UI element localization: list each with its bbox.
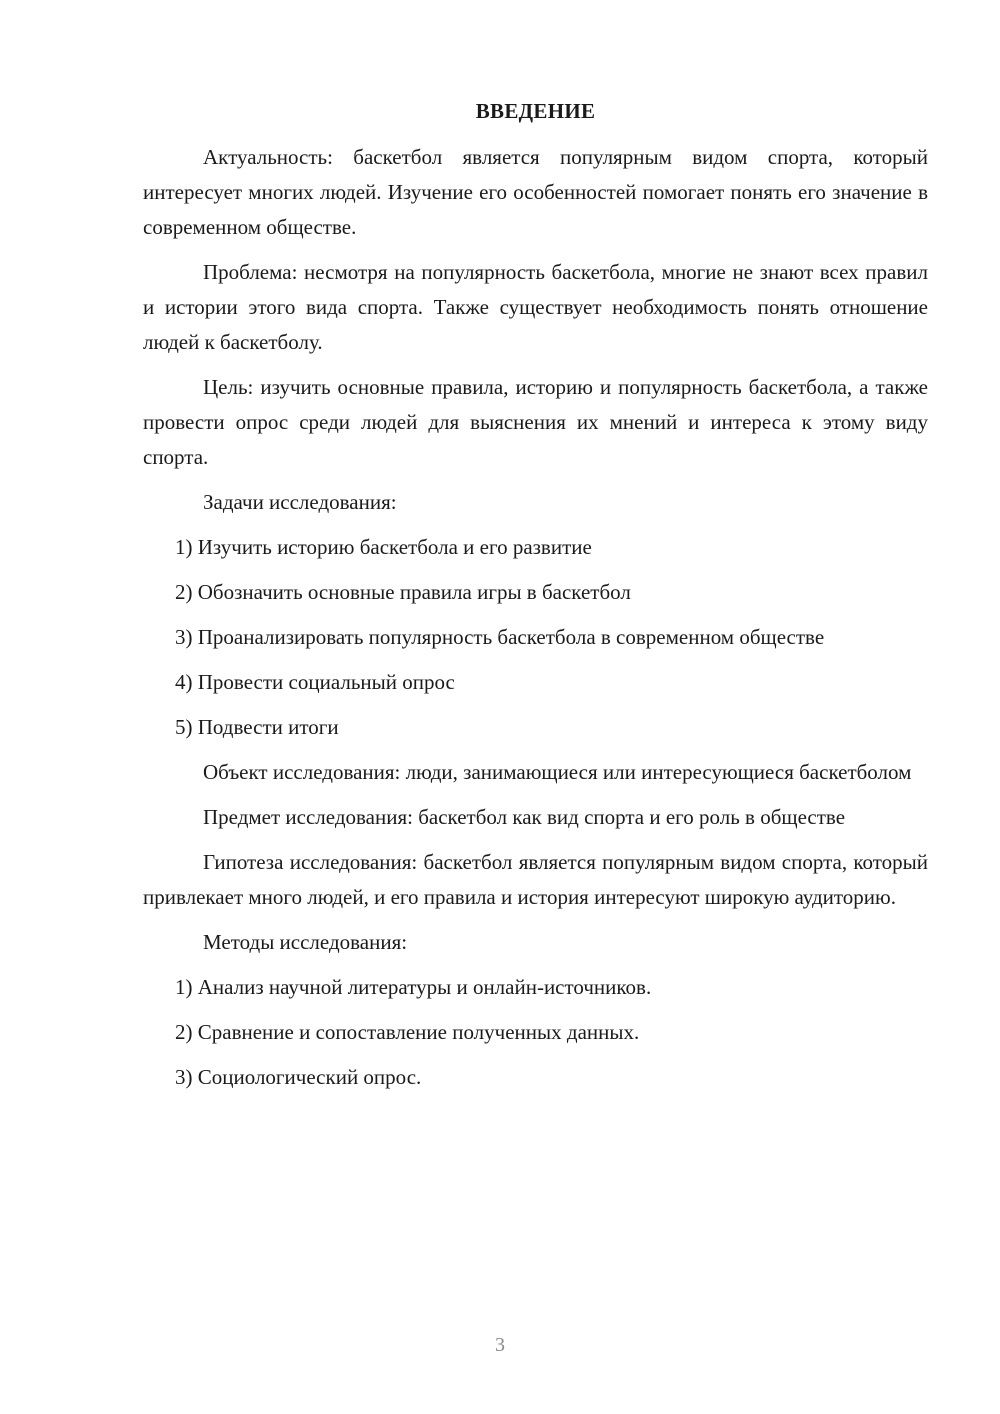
page-content xyxy=(143,94,928,1105)
task-item: 3) Проанализировать популярность баскетбола в современном обществе xyxy=(175,625,825,649)
method-item: 2) Сравнение и сопоставление полученных данных. xyxy=(175,1020,640,1044)
paragraph-problem: Проблема: несмотря на популярность баскетбола, многие не знают всех правил и истории этого вида спорта. Также существует необходимость понять отношение людей к баскетболу. xyxy=(143,260,928,354)
paragraph-object: Объект исследования: люди, занимающиеся или интересующиеся баскетболом xyxy=(203,760,912,784)
task-item: 5) Подвести итоги xyxy=(175,715,339,739)
task-item: 2) Обозначить основные правила игры в баскетбол xyxy=(175,580,631,604)
section-title: ВВЕДЕНИЕ xyxy=(475,99,596,123)
paragraph-relevance: Актуальность: баскетбол является популярным видом спорта, который интересует многих людей. Изучение его особенностей помогает понять его значение в современном обществе. xyxy=(143,145,928,239)
methods-heading: Методы исследования: xyxy=(203,930,408,954)
task-item: 1) Изучить историю баскетбола и его развитие xyxy=(175,535,592,559)
paragraph-hypothesis: Гипотеза исследования: баскетбол является популярным видом спорта, который привлекает много людей, и его правила и история интересуют широкую аудиторию. xyxy=(143,850,928,909)
paragraph-goal: Цель: изучить основные правила, историю и популярность баскетбола, а также провести опрос среди людей для выяснения их мнений и интереса к этому виду спорта. xyxy=(143,375,928,469)
tasks-heading: Задачи исследования: xyxy=(203,490,397,514)
method-item: 3) Социологический опрос. xyxy=(175,1065,422,1089)
paragraph-subject: Предмет исследования: баскетбол как вид спорта и его роль в обществе xyxy=(203,805,846,829)
method-item: 1) Анализ научной литературы и онлайн-источников. xyxy=(175,975,652,999)
page-number: 3 xyxy=(495,1334,505,1356)
task-item: 4) Провести социальный опрос xyxy=(175,670,455,694)
